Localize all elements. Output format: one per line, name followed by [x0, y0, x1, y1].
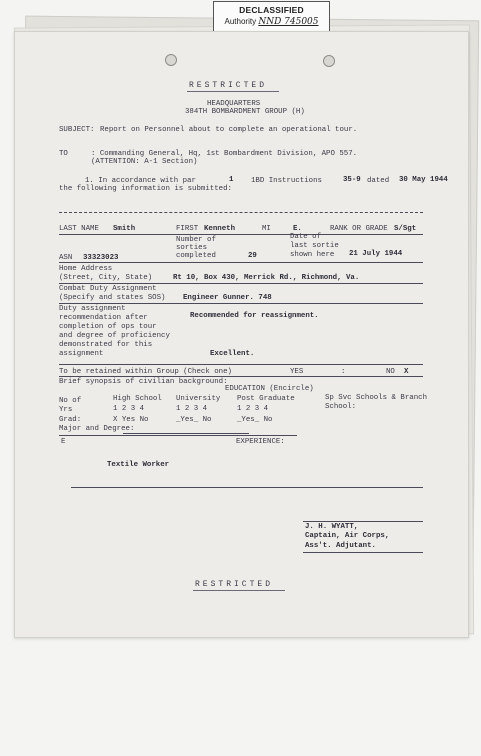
last-name-value: Smith: [113, 225, 136, 233]
divider: [71, 487, 423, 488]
duty-label: assignment: [59, 350, 104, 358]
retained-yes: YES: [290, 368, 304, 376]
first-name-label: FIRST: [176, 225, 199, 233]
sorties-label: Number of: [176, 236, 216, 244]
proficiency-value: Excellent.: [210, 350, 255, 358]
combat-label: (Specify and states SOS): [59, 294, 166, 302]
divider: [59, 234, 423, 235]
divider: [59, 283, 423, 284]
signer-name: J. H. WYATT,: [305, 523, 359, 531]
divider: [187, 91, 279, 92]
stamp-title: DECLASSIFIED: [239, 5, 304, 15]
unit-line: 384TH BOMBARDMENT GROUP (H): [185, 108, 305, 116]
signer-rank: Captain, Air Corps,: [305, 532, 390, 540]
last-sortie-label: last sortie: [290, 242, 339, 250]
punch-hole: [323, 55, 335, 67]
high-school-years: 1 2 3 4: [113, 405, 145, 413]
last-sortie-value: 21 July 1944: [349, 250, 403, 258]
rank-value: S/Sgt: [394, 225, 417, 233]
post-grad-label: Post Graduate: [237, 395, 295, 403]
last-sortie-label: Date of: [290, 233, 322, 241]
post-grad-grad: _Yes_ No: [237, 416, 273, 424]
edu-major: Major and Degree:: [59, 425, 135, 433]
restricted-footer: RESTRICTED: [195, 580, 274, 589]
edu-yrs: Yrs: [59, 406, 73, 414]
asn-label: ASN: [59, 254, 73, 262]
par-number: 1: [229, 176, 234, 184]
first-name-value: Kenneth: [204, 225, 236, 233]
duty-label: Duty assignment: [59, 305, 126, 313]
synopsis-label: Brief synopsis of civilian background:: [59, 378, 228, 386]
mi-label: MI: [262, 225, 271, 233]
duty-label: recommendation after: [59, 314, 148, 322]
high-school-grad: X Yes No: [113, 416, 149, 424]
declassified-stamp: [213, 1, 330, 32]
authority-value: NND 745005: [258, 17, 319, 27]
para1-text2: 1BD Instructions: [251, 177, 322, 185]
address-label: (Street, City, State): [59, 274, 153, 282]
duty-label: demonstrated for this: [59, 341, 153, 349]
last-name-label: LAST NAME: [59, 225, 99, 233]
para1-text: 1. In accordance with par: [85, 177, 196, 185]
university-label: University: [176, 395, 221, 403]
para1-text3: dated: [367, 177, 390, 185]
divider: [59, 212, 423, 213]
rank-label: RANK OR GRADE: [330, 225, 388, 233]
post-grad-years: 1 2 3 4: [237, 405, 269, 413]
retained-label: To be retained within Group (Check one): [59, 368, 232, 376]
address-value: Rt 10, Box 430, Merrick Rd., Richmond, Va.: [173, 274, 360, 282]
sp-svc-label: Sp Svc Schools & Branch: [325, 394, 428, 402]
university-years: 1 2 3 4: [176, 405, 208, 413]
instr-date: 30 May 1944: [399, 176, 448, 184]
divider: [59, 364, 423, 365]
punch-hole: [165, 54, 177, 66]
divider: [59, 435, 297, 436]
stamp-authority: [214, 17, 329, 27]
combat-label: Combat Duty Assignment: [59, 285, 157, 293]
duty-label: and degree of proficiency: [59, 332, 170, 340]
retained-separator: :: [341, 368, 346, 376]
signature-line: [303, 552, 423, 553]
high-school-label: High School: [113, 395, 162, 403]
experience-label: EXPERIENCE:: [236, 438, 285, 446]
address-label: Home Address: [59, 265, 113, 273]
divider: [59, 376, 423, 377]
major-line: [123, 433, 249, 434]
asn-value: 33323023: [83, 254, 119, 262]
para1-line2: the following information is submitted:: [59, 185, 232, 193]
document-page: [14, 31, 469, 638]
edu-grad: Grad:: [59, 416, 82, 424]
authority-label: Authority: [224, 17, 257, 26]
signer-title: Ass't. Adjutant.: [305, 542, 376, 550]
to-line2: (ATTENTION: A-1 Section): [91, 158, 198, 166]
mi-value: E.: [293, 225, 302, 233]
combat-value: Engineer Gunner. 748: [183, 294, 272, 302]
edu-no-of: No of: [59, 397, 82, 405]
divider: [59, 303, 423, 304]
university-grad: _Yes_ No: [176, 416, 212, 424]
retained-no-check: X: [404, 368, 409, 376]
sorties-value: 29: [248, 252, 257, 260]
to-label: TO: [59, 150, 68, 158]
sorties-label: completed: [176, 252, 216, 260]
instr-number: 35-9: [343, 176, 361, 184]
signature-line: [303, 521, 423, 522]
divider: [193, 590, 285, 591]
duty-recommendation: Recommended for reassignment.: [190, 312, 319, 320]
education-title: EDUCATION (Encircle): [225, 385, 314, 393]
hq-line: HEADQUARTERS: [207, 100, 261, 108]
sp-svc-school: School:: [325, 403, 357, 411]
experience-e-label: E: [61, 438, 66, 446]
restricted-header: RESTRICTED: [189, 81, 268, 90]
to-line1: : Commanding General, Hq, 1st Bombardment Division, APO 557.: [91, 150, 358, 158]
last-sortie-label: shown here: [290, 251, 335, 259]
divider: [59, 262, 423, 263]
retained-no: NO: [386, 368, 395, 376]
sorties-label: sorties: [176, 244, 208, 252]
subject-text: Report on Personnel about to complete an operational tour.: [100, 126, 358, 134]
subject-label: SUBJECT:: [59, 126, 95, 134]
duty-label: completion of ops tour: [59, 323, 157, 331]
experience-value: Textile Worker: [107, 461, 170, 469]
